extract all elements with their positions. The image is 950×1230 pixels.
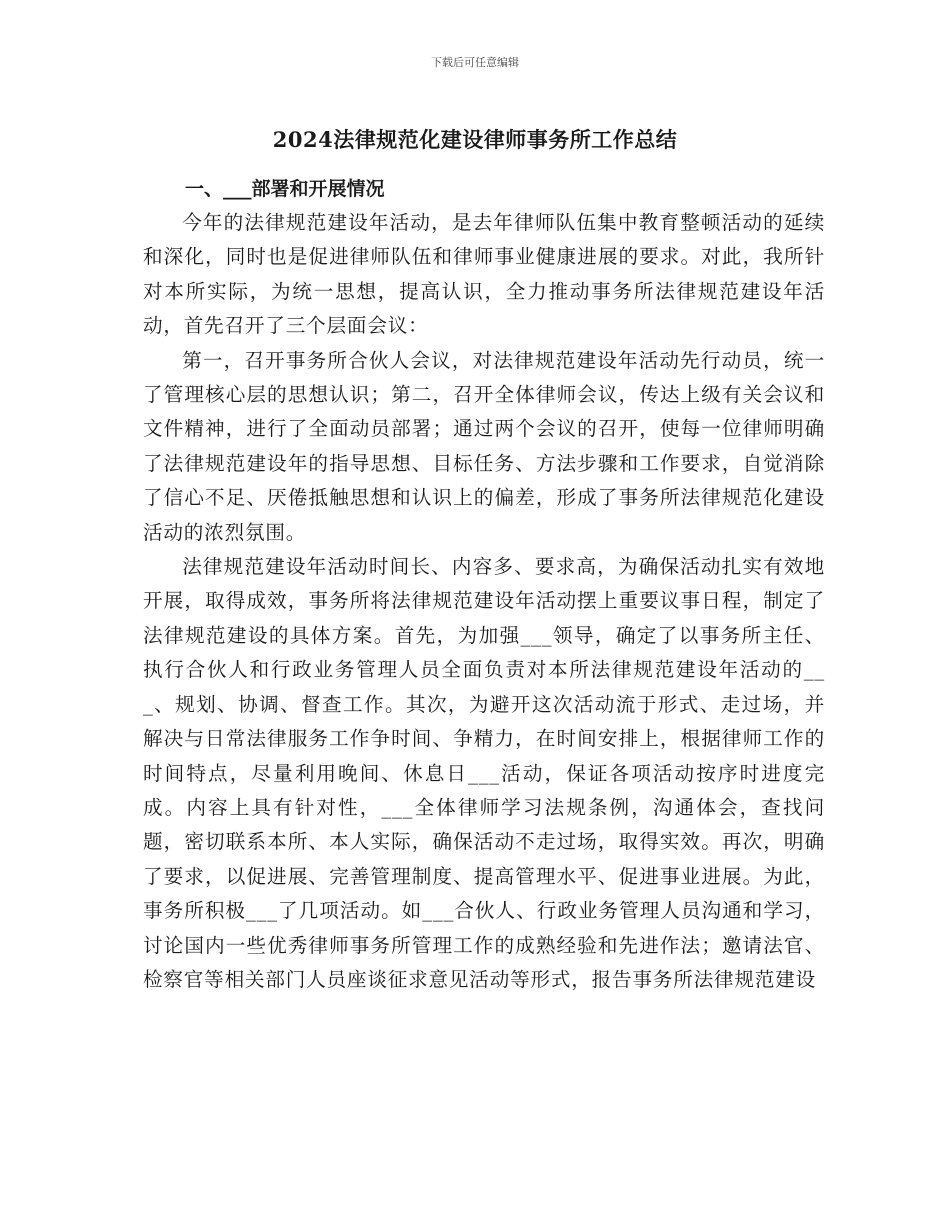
paragraph-1: 今年的法律规范建设年活动，是去年律师队伍集中教育整顿活动的延续和深化，同时也是促进律师队伍和律师事业健康进展的要求。对此，我所针对本所实际，为统一思想，提高认识，全力推动事务所法律规范建设年活动，首先召开了三个层面会议： [143, 211, 825, 338]
paragraph-3: 法律规范建设年活动时间长、内容多、要求高，为确保活动扎实有效地开展，取得成效，事务所将法律规范建设年活动摆上重要议事日程，制定了法律规范建设的具体方案。首先，为加强___领导，确定了以事务所主任、执行合伙人和行政业务管理人员全面负责对本所法律规范建设年活动的___、规划、协调、督查工作。其次，为避开这次活动流于形式、走过场，并解决与日常法律服务工作争时间、争精力，在时间安排上，根据律师工作的时间特点，尽量利用晚间、休息日___活动，保证各项活动按序时进度完成。内容上具有针对性，___全体律师学习法规条例，沟通体会，查找问题，密切联系本所、本人实际，确保活动不走过场，取得实效。再次，明确了要求，以促进展、完善管理制度、提高管理水平、促进事业进展。为此，事务所积极___了几项活动。如___合伙人、行政业务管理人员沟通和学习，讨论国内一些优秀律师事务所管理工作的成熟经验和先进作法；邀请法官、检察官等相关部门人员座谈征求意见活动等形式，报告事务所法律规范建设 [143, 555, 825, 991]
paragraph-2: 第一，召开事务所合伙人会议，对法律规范建设年活动先行动员，统一了管理核心层的思想认识；第二，召开全体律师会议，传达上级有关会议和文件精神，进行了全面动员部署；通过两个会议的召开，使每一位律师明确了法律规范建设年的指导思想、目标任务、方法步骤和工作要求，自觉消除了信心不足、厌倦抵触思想和认识上的偏差，形成了事务所法律规范化建设活动的浓烈氛围。 [143, 348, 825, 544]
section-heading: 一、___部署和开展情况 [185, 178, 385, 200]
document-title: 2024法律规范化建设律师事务所工作总结 [272, 127, 678, 152]
document-body [143, 206, 825, 997]
page-header-note: 下载后可任意编辑 [431, 56, 519, 69]
